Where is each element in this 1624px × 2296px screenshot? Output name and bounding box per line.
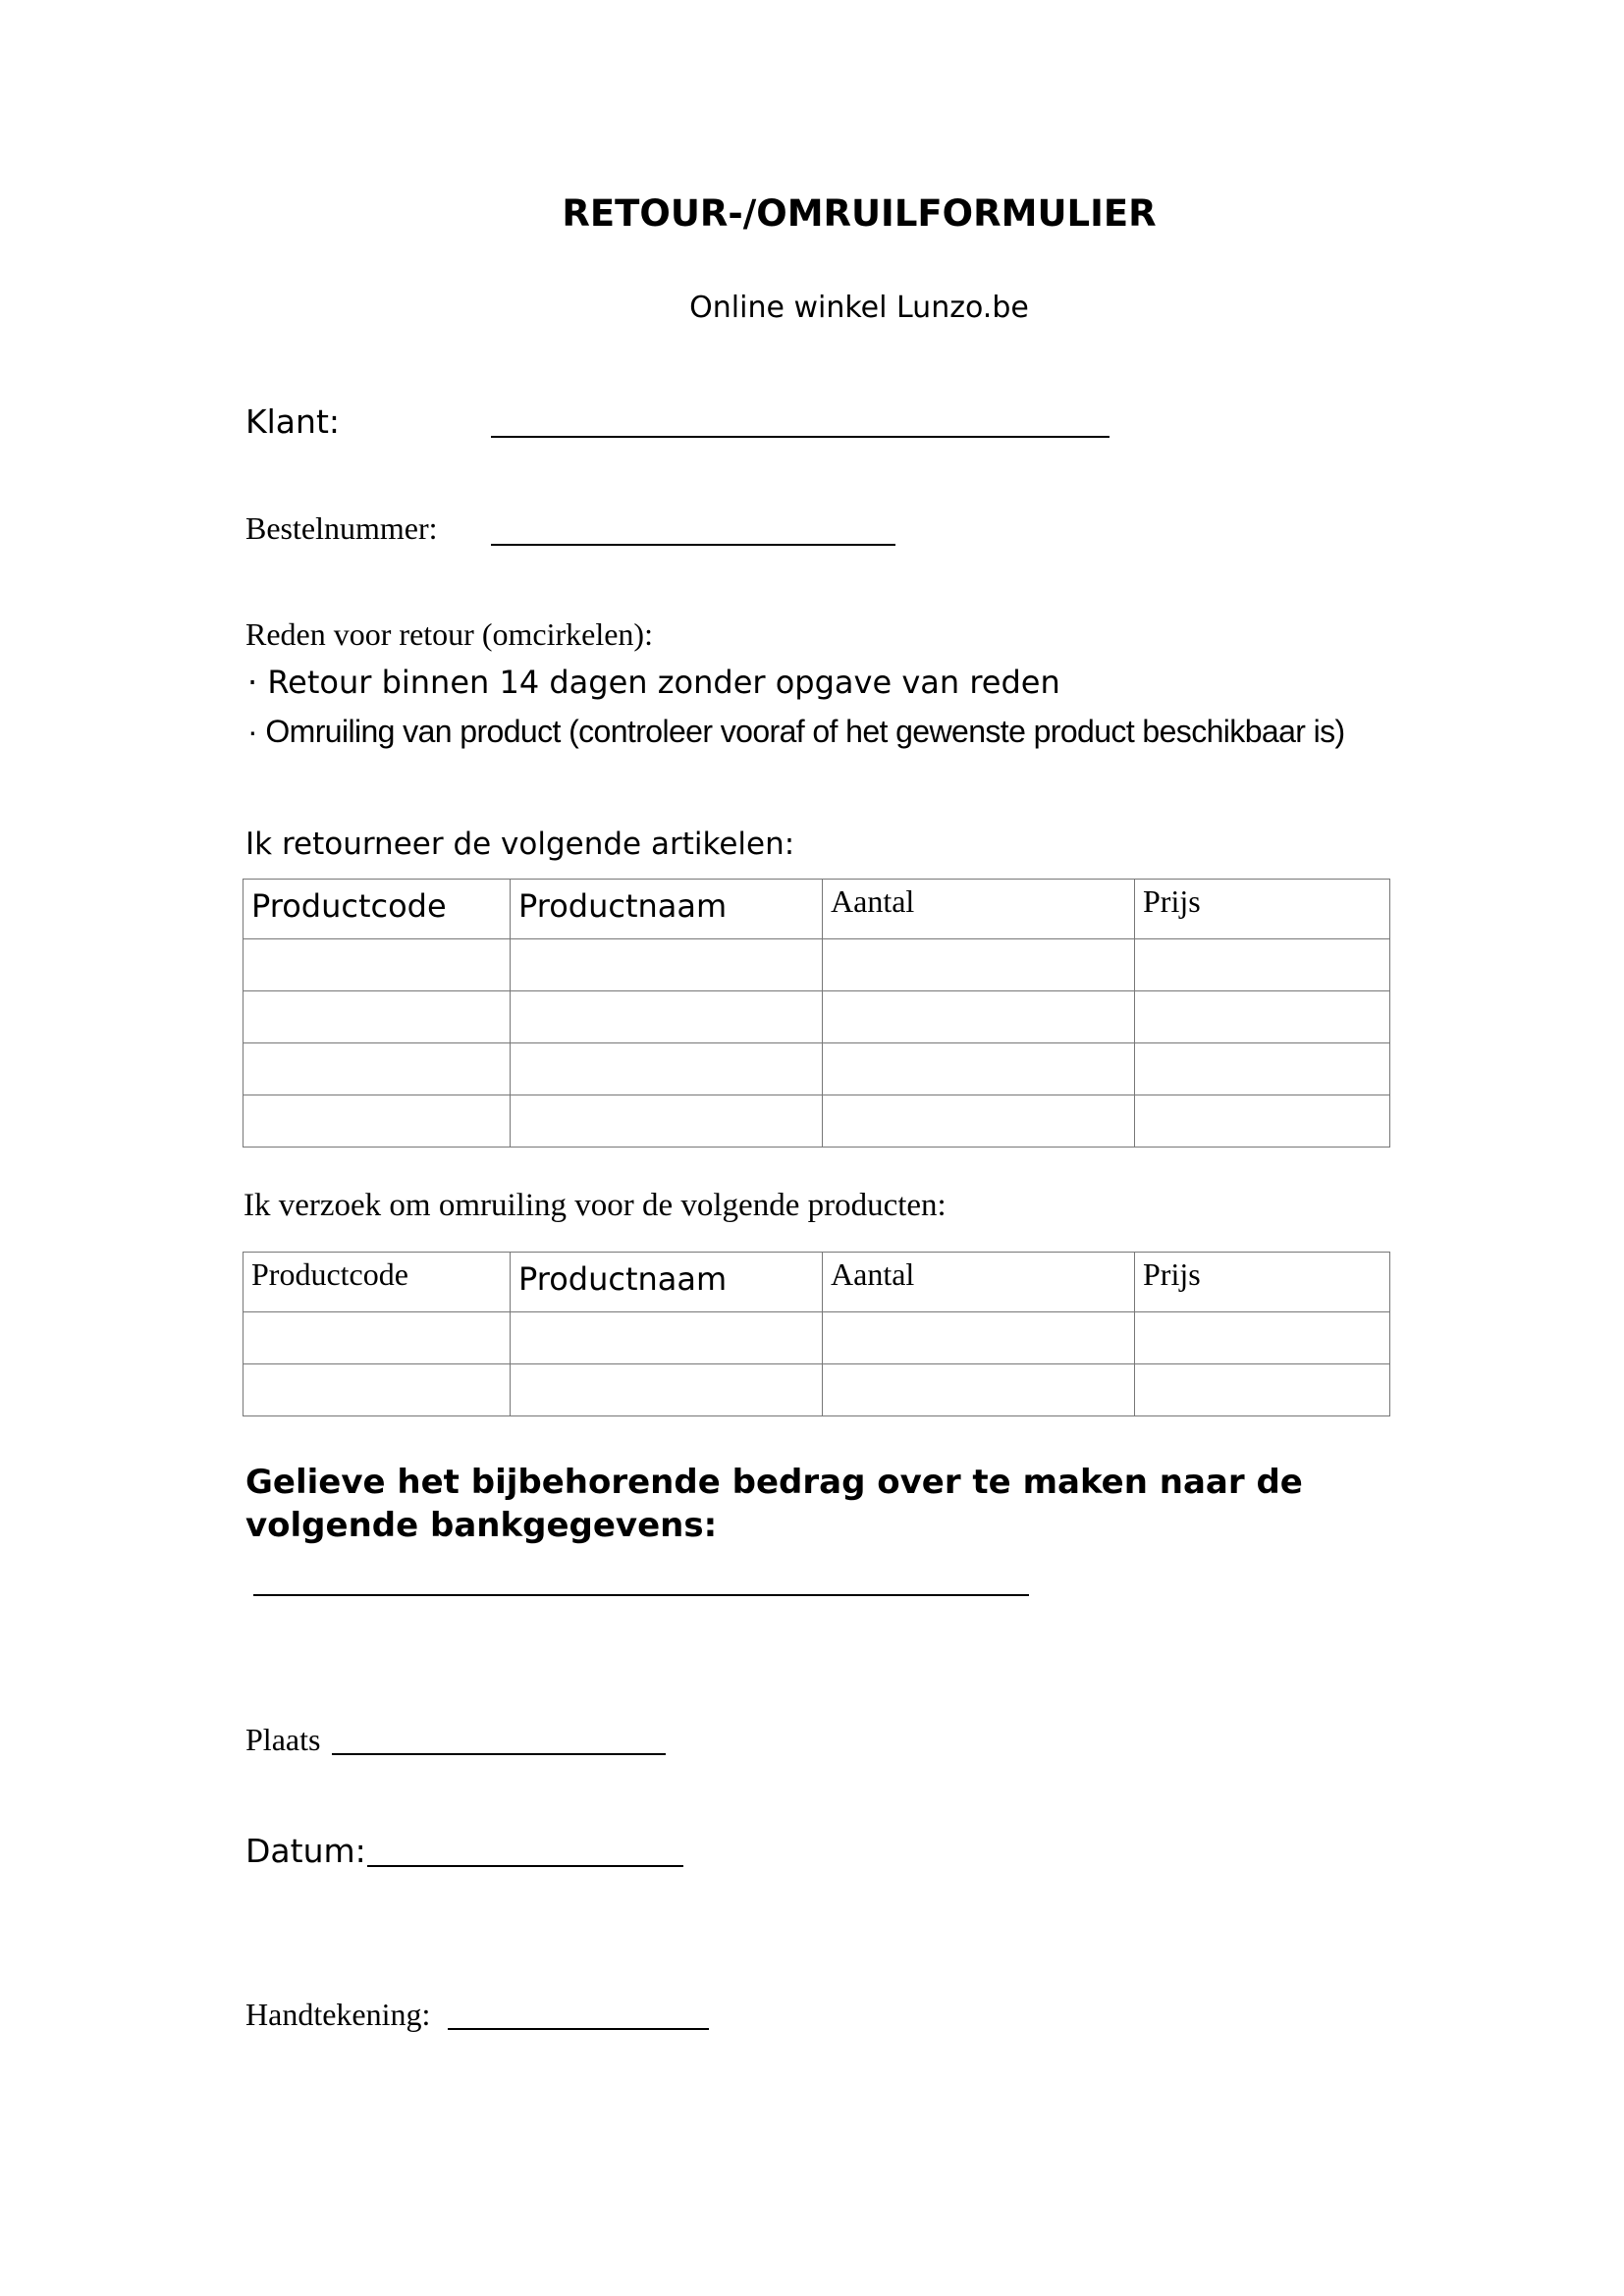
order-number-input-line[interactable] [491,544,895,546]
table-cell[interactable] [511,939,823,991]
column-header-productcode: Productcode [244,880,511,939]
order-number-label: Bestelnummer: [245,510,438,546]
column-header-productnaam: Productnaam [511,880,823,939]
bank-instruction: Gelieve het bijbehorende bedrag over te maken naar de volgende bankgegevens: [245,1463,1303,1545]
returns-heading: Ik retourneer de volgende artikelen: [245,827,795,862]
table-cell[interactable] [823,991,1135,1043]
column-header-prijs: Prijs [1135,880,1390,939]
table-cell[interactable] [244,1095,511,1148]
signature-input-line[interactable] [448,2028,709,2030]
table-cell[interactable] [1135,1043,1390,1095]
table-row [244,1364,1390,1416]
table-cell[interactable] [244,991,511,1043]
table-cell[interactable] [511,1043,823,1095]
bullet-icon: · [247,714,258,749]
column-header-prijs: Prijs [1135,1253,1390,1312]
column-header-productnaam: Productnaam [511,1253,823,1312]
date-input-line[interactable] [367,1865,683,1867]
reason-option-return[interactable] [247,664,1060,701]
reason-option-label: Omruiling van product (controleer vooraf of het gewenste product beschikbaar is) [265,714,1345,749]
table-row [244,1312,1390,1364]
table-cell[interactable] [244,1364,511,1416]
column-header-productcode: Productcode [244,1253,511,1312]
exchange-heading: Ik verzoek om omruiling voor de volgende producten: [244,1188,947,1223]
table-cell[interactable] [1135,1312,1390,1364]
table-cell[interactable] [511,1312,823,1364]
place-label: Plaats [245,1722,321,1757]
signature-label: Handtekening: [245,1997,431,2032]
table-row [244,991,1390,1043]
table-cell[interactable] [244,1312,511,1364]
table-cell[interactable] [823,939,1135,991]
page-title: RETOUR-/OMRUILFORMULIER [562,192,1157,235]
reason-heading: Reden voor retour (omcirkelen): [245,616,653,652]
table-cell[interactable] [1135,991,1390,1043]
place-input-line[interactable] [332,1753,666,1755]
table-cell[interactable] [823,1312,1135,1364]
bank-details-input-line[interactable] [253,1594,1029,1596]
table-cell[interactable] [1135,1364,1390,1416]
customer-label: Klant: [245,402,341,441]
table-cell[interactable] [244,1043,511,1095]
column-header-aantal: Aantal [823,1253,1135,1312]
reason-option-label: Retour binnen 14 dagen zonder opgave van reden [267,664,1060,701]
table-row [244,939,1390,991]
table-cell[interactable] [823,1043,1135,1095]
table-cell[interactable] [244,939,511,991]
table-cell[interactable] [1135,939,1390,991]
column-header-aantal: Aantal [823,880,1135,939]
reason-option-exchange[interactable] [247,714,1345,750]
table-cell[interactable] [511,1095,823,1148]
table-row [244,1095,1390,1148]
page-subtitle: Online winkel Lunzo.be [689,291,1029,325]
table-row [244,1043,1390,1095]
table-cell[interactable] [1135,1095,1390,1148]
date-label: Datum: [245,1832,366,1870]
exchange-table [243,1252,1390,1416]
table-header-row [244,880,1390,939]
bullet-icon: · [247,664,258,701]
returns-table [243,879,1390,1148]
table-header-row [244,1253,1390,1312]
table-cell[interactable] [511,991,823,1043]
table-cell[interactable] [511,1364,823,1416]
table-cell[interactable] [823,1364,1135,1416]
table-cell[interactable] [823,1095,1135,1148]
customer-input-line[interactable] [491,436,1110,438]
